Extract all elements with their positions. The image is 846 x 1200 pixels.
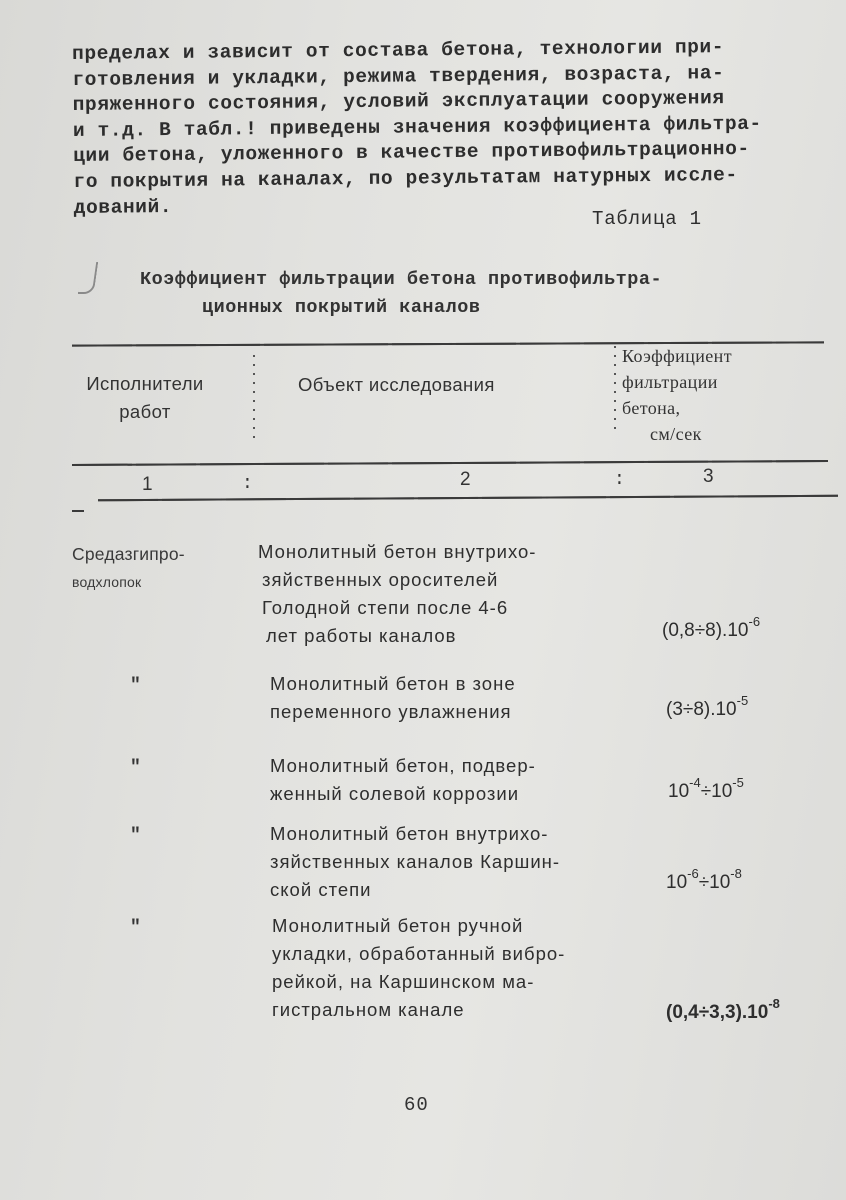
column-separator: : bbox=[242, 474, 253, 494]
column-divider bbox=[614, 346, 616, 436]
paragraph-line: ции бетона, уложенного в качестве противофильтрационно- bbox=[73, 138, 750, 168]
paragraph-line: и т.д. В табл.! приведены значения коэффициента фильтра- bbox=[72, 112, 762, 142]
paragraph-line: пределах и зависит от состава бетона, технологии при- bbox=[72, 36, 725, 65]
column-number-2: 2 bbox=[460, 469, 471, 490]
table-row-object: Монолитный бетон ручной укладки, обработанный вибро- рейкой, на Каршинском ма- гистральном канале bbox=[272, 915, 566, 1020]
table-row-object: Монолитный бетон внутрихо- зяйственных каналов Каршин- ской степи bbox=[270, 823, 561, 900]
page-number: 60 bbox=[404, 1094, 429, 1116]
column-divider bbox=[253, 355, 255, 440]
ditto-mark: " bbox=[130, 918, 141, 938]
numbers-bottom-rule bbox=[98, 495, 838, 502]
table-row-object: Монолитный бетон, подвер- женный солевой коррозии bbox=[270, 755, 536, 804]
column-number-1: 1 bbox=[142, 474, 153, 495]
paragraph-line: пряженного состояния, условий эксплуатации сооружения bbox=[72, 87, 725, 117]
table-label: Таблица 1 bbox=[592, 208, 702, 230]
handwritten-check-icon bbox=[78, 262, 98, 294]
ditto-mark: " bbox=[130, 758, 141, 778]
header-bottom-rule bbox=[72, 460, 828, 466]
table-caption bbox=[140, 266, 662, 322]
header-executors: Исполнители работ bbox=[86, 373, 204, 422]
header-object: Объект исследования bbox=[298, 374, 495, 395]
rule-fragment bbox=[72, 510, 84, 512]
header-coefficient: Коэффициент фильтрации бетона, см/сек bbox=[622, 346, 732, 444]
column-number-3: 3 bbox=[703, 466, 714, 487]
table-row-value: $(0,8\div 8).10^{-6}$ bbox=[662, 614, 761, 641]
column-separator: : bbox=[614, 470, 625, 490]
ditto-mark: " bbox=[130, 676, 141, 696]
table-row-value: $(3\div 8).10^{-5}$ bbox=[666, 693, 749, 720]
table-row-object: Монолитный бетон в зоне переменного увлажнения bbox=[270, 673, 516, 722]
table-row-object: Монолитный бетон внутрихо- зяйственных оросителей Голодной степи после 4-6 лет работы каналов bbox=[258, 541, 537, 646]
intro-paragraph bbox=[72, 34, 794, 221]
paragraph-line: го покрытия на каналах, по результатам натурных иссле- bbox=[73, 164, 738, 193]
caption-line-2: ционных покрытий каналов bbox=[202, 297, 481, 318]
table-row-executor: Средазгипро- водхлопок bbox=[72, 544, 185, 590]
table-row-value: $(0,4\div 3,3).10^{-8}$ bbox=[666, 996, 780, 1023]
table-row-value: $10^{-6}\div 10^{-8}$ bbox=[666, 866, 742, 893]
ditto-mark: " bbox=[130, 826, 141, 846]
caption-line-1: Коэффициент фильтрации бетона противофильтра- bbox=[140, 269, 663, 290]
table-row-value: $10^{-4}\div 10^{-5}$ bbox=[668, 775, 744, 802]
paragraph-line: дований. bbox=[73, 195, 173, 219]
paragraph-line: готовления и укладки, режима твердения, возраста, на- bbox=[72, 61, 725, 91]
